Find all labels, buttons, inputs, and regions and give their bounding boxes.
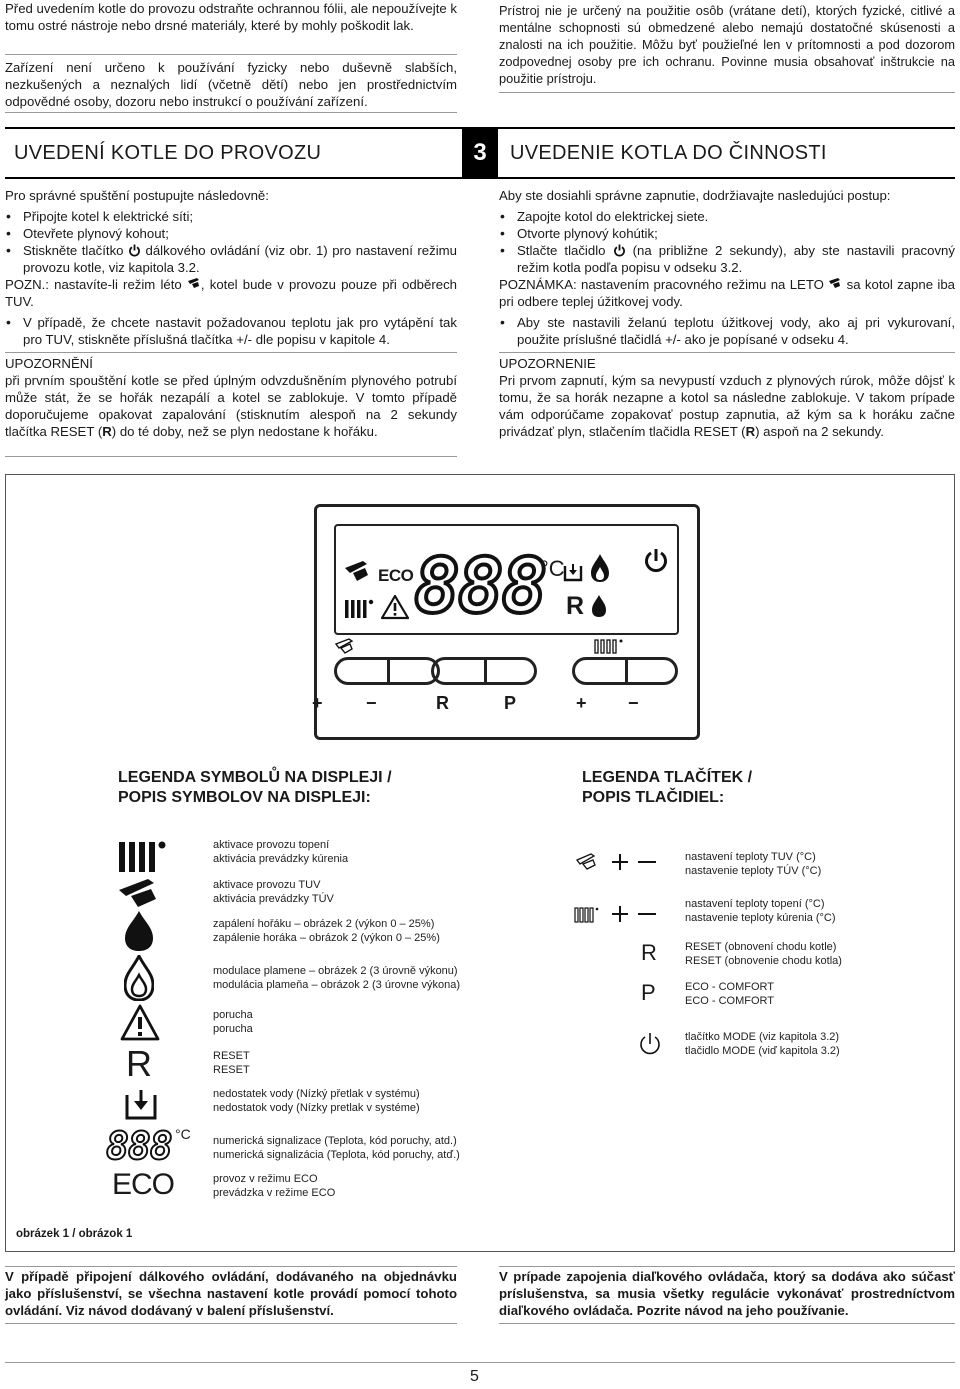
sk-intro: Aby ste dosiahli správne zapnutie, dodržiavajte nasledujúci postup:: [499, 188, 891, 203]
reset-icon: R: [745, 424, 756, 439]
legend-item-heating-temp: nastavení teploty topení (°C) nastavenie teploty kúrenia (°C): [685, 898, 836, 924]
tap-icon: [187, 276, 201, 288]
divider: [5, 352, 457, 353]
flame-modulation-icon: [124, 955, 154, 1001]
cz-step-3a: Stiskněte tlačítko: [23, 243, 124, 258]
divider: [499, 352, 955, 353]
legend-item-eco-comfort: ECO - COMFORT ECO - COMFORT: [685, 981, 775, 1007]
tap-small-icon: [335, 638, 355, 654]
power-icon: [638, 1032, 662, 1056]
tap-icon: [118, 878, 158, 908]
cz-step-4: • V případě, že chcete nastavit požadovanou teplotu jak pro vytápění tak pro TUV, stiskněte příslušná tlačítka +/- dle popisu v kapitole 4.: [5, 314, 457, 348]
flame-icon: [591, 594, 607, 618]
section-number: 3: [462, 128, 498, 178]
legend-item-mode: tlačítko MODE (viz kapitola 3.2) tlačidlo MODE (viď kapitola 3.2): [685, 1031, 840, 1057]
legend-item-reset: RESET RESET: [213, 1050, 250, 1076]
sk-warning-title: UPOZORNENIE: [499, 356, 596, 371]
heating-minus-button[interactable]: −: [628, 693, 639, 713]
water-shortage-icon: [124, 1085, 158, 1121]
sk-step-3a: Stlačte tlačidlo: [517, 243, 606, 258]
cz-step-1: • Připojte kotel k elektrické síti;: [5, 208, 457, 225]
legend-buttons-title-1: LEGENDA TLAČÍTEK /: [582, 769, 753, 786]
tap-icon: [828, 276, 842, 288]
sk-warning-a: Pri prvom zapnutí, kým sa nevypustí vzduch z plynových rúrok, môže dôjsť k tomu, že sa horák nezapne a kotol sa následne zablokuje. V takom prípade vám odporúčame zopakovať postup zapnutia, až kým sa k horáku začne privádzať plyn, stlačením tlačidla RESET (: [499, 373, 955, 439]
reset-button[interactable]: R: [436, 693, 449, 713]
cz-step-2: • Otevřete plynový kohout;: [5, 225, 457, 242]
legend-buttons-title-2: POPIS TLAČIDIEL:: [582, 789, 725, 806]
cz-warning-a: při prvním spouštění kotle se před úplným odvzdušněním plynového potrubí může stát, že se hořák nezapálí a kotel se zablokuje. V tomto případě doporučujeme opakovat zapalování (stisknutím alespoň na 2 sekundy tlačítka RESET (: [5, 373, 457, 439]
legend-item-digits: numerická signalizace (Teplota, kód poruchy, atd.) numerická signalizácia (Teplota, kód poruchy, atď.): [213, 1135, 460, 1161]
divider: [5, 456, 457, 457]
sk-note-a: POZNÁMKA: nastavením pracovného režimu na LETO: [499, 277, 824, 292]
sk-note: [499, 276, 955, 310]
legend-item-flame: zapálení hořáku – obrázek 2 (výkon 0 – 25%) zapálenie horáka – obrázok 2 (výkon 0 – 25%): [213, 918, 440, 944]
sk-note-b: sa kotol zapne iba pri odbere teplej úžitkovej vody.: [499, 277, 956, 309]
reset-icon: R: [126, 1043, 152, 1084]
reset-button-icon: R: [641, 940, 657, 965]
legend-symbols-title-1: LEGENDA SYMBOLŮ NA DISPLEJI /: [118, 769, 392, 786]
divider: [499, 1266, 955, 1267]
sk-step-3: [499, 242, 955, 276]
legend-buttons-title: [582, 768, 752, 808]
cz-remote-control-note: V případě připojení dálkového ovládání, dodávaného na objednávku jako příslušenství, se všechna nastavení kotle provádí pomocí tohoto ovládání. Viz návod dodávaný v balení příslušenství.: [5, 1269, 457, 1318]
sk-warning-b: ) aspoň na 2 sekundy.: [755, 424, 884, 439]
sk-step-3b: (na približne 2 sekundy), aby ste nastavili pracovný režim kotla podľa popisu v odseku 3.2.: [517, 243, 955, 275]
eco-icon: ECO: [112, 1168, 175, 1201]
sk-section-title: UVEDENIE KOTLA DO ČINNOSTI: [510, 142, 827, 164]
divider: [5, 1323, 457, 1324]
reset-indicator: R: [566, 592, 585, 620]
radiator-icon: [344, 597, 374, 619]
digits-unit: °C: [175, 1126, 191, 1142]
page-number: 5: [470, 1368, 479, 1385]
dhw-plus-button[interactable]: +: [312, 693, 323, 713]
cz-warning-title: UPOZORNĚNÍ: [5, 356, 93, 371]
dhw-minus-button[interactable]: −: [366, 693, 377, 713]
heating-plus-minus-icon: [574, 904, 658, 924]
cz-note: [5, 276, 457, 310]
radiator-small-icon: [594, 638, 624, 654]
flame-icon: [124, 910, 154, 952]
tap-icon: [344, 560, 370, 582]
cz-note-a: POZN.: nastavíte-li režim léto: [5, 277, 182, 292]
sk-safety-paragraph: Prístroj nie je určený na použitie osôb (vrátane detí), ktorých fyzické, citlivé a mentálne schopnosti sú obmedzené alebo nemajú dostatočné skúsenosti a znalosti na ich použitie. Môžu byť použieľné len v prítomnosti a pod dozorom zodpovednej osoby pre ich ochranu. Povinne musia obsahovať inštrukcie na použitie prístroju.: [499, 3, 955, 86]
sk-instructions: [499, 187, 955, 440]
eco-comfort-button[interactable]: P: [504, 693, 517, 713]
divider: [5, 112, 457, 113]
cz-warning-b: ) do té doby, než se plyn nedostane k hořáku.: [111, 424, 378, 439]
cz-safety-paragraph: Zařízení není určeno k používání fyzicky nebo duševně slabších, nezkušených a neznalých lidí (včetně dětí) nebo jen prostřednictvím odpovědné osoby, dozoru nebo instrukcí o používání zařízení.: [5, 60, 457, 109]
power-icon: [128, 244, 141, 257]
cz-step-3b: dálkového ovládání (viz obr. 1) pro nastavení režimu provozu kotle, viz kapitola 3.2.: [23, 243, 457, 275]
sk-warning-text: [499, 372, 955, 440]
divider: [499, 1323, 955, 1324]
dhw-plus-minus-icon: [576, 852, 658, 872]
legend-item-flame-modulation: modulace plamene – obrázek 2 (3 úrovně výkonu) modulácia plameňa – obrázok 2 (3 úrovne výkona): [213, 965, 461, 991]
legend-symbols-title-2: POPIS SYMBOLOV NA DISPLEJI:: [118, 789, 371, 806]
heating-plus-button[interactable]: +: [576, 693, 587, 713]
cz-instructions: [5, 187, 457, 440]
section-bottom-rule: [5, 177, 955, 179]
sk-remote-control-note: V prípade zapojenia diaľkového ovládača, ktorý sa dodáva ako súčasť príslušenstva, sa musia všetky regulácie vykonávať prostredníctvom diaľkového ovládača. Pozrite návod na jeho používanie.: [499, 1269, 955, 1318]
legend-item-radiator: aktivace provozu topení aktivácia prevádzky kúrenia: [213, 839, 349, 865]
legend-item-dhw-temp: nastavení teploty TUV (°C) nastavenie teploty TÚV (°C): [685, 851, 822, 877]
radiator-icon: [118, 838, 168, 874]
digits-icon: 888: [106, 1124, 172, 1168]
legend-item-tap: aktivace provozu TUV aktivácia prevádzky TÚV: [213, 879, 334, 905]
page-footer-rule: [5, 1362, 955, 1363]
flame-modulation-icon: [590, 553, 610, 583]
p-button-icon: P: [641, 980, 656, 1005]
cz-intro-paragraph: Před uvedením kotle do provozu odstraňte ochrannou fólii, ale nepoužívejte k tomu ostré nástroje nebo drsné materiály, které by mohly poškodit lak.: [5, 1, 457, 33]
legend-item-warning: porucha porucha: [213, 1009, 253, 1035]
power-icon: [613, 244, 626, 257]
reset-eco-buttons[interactable]: [431, 657, 537, 685]
warning-icon: [381, 594, 409, 620]
legend-item-water-shortage: nedostatek vody (Nízký přetlak v systému) nedostatok vody (Nízky pretlak v systéme): [213, 1088, 420, 1114]
legend-symbols-title: [118, 768, 392, 808]
sk-step-4: • Aby ste nastavili želanú teplotu úžitkovej vody, ako aj pri vykurovaní, použite príslušné tlačidlá +/- ako je popísané v odseku 4.: [499, 314, 955, 348]
divider: [499, 92, 955, 93]
eco-indicator: ECO: [378, 566, 414, 585]
power-button[interactable]: [643, 548, 669, 574]
warning-icon: [120, 1004, 160, 1042]
cz-note-b: , kotel bude v provozu pouze při odběrech TUV.: [5, 277, 458, 309]
cz-intro: Pro správné spuštění postupujte následovně:: [5, 188, 269, 203]
sk-step-1: • Zapojte kotol do elektrickej siete.: [499, 208, 955, 225]
lcd-digits: 888: [414, 541, 546, 630]
cz-section-title: UVEDENÍ KOTLE DO PROVOZU: [14, 142, 322, 164]
divider: [5, 54, 457, 55]
legend-item-eco: provoz v režimu ECO prevádzka v režime ECO: [213, 1173, 336, 1199]
water-shortage-icon: [563, 560, 583, 582]
divider: [5, 1266, 457, 1267]
sk-step-2: • Otvorte plynový kohútik;: [499, 225, 955, 242]
cz-step-3: [5, 242, 457, 276]
reset-icon: R: [102, 424, 112, 439]
dhw-temperature-buttons[interactable]: [334, 657, 440, 685]
figure-caption: obrázek 1 / obrázok 1: [16, 1228, 133, 1240]
legend-item-reset-button: RESET (obnovení chodu kotle) RESET (obnovenie chodu kotla): [685, 941, 842, 967]
cz-warning-text: [5, 372, 457, 440]
heating-temperature-buttons[interactable]: [572, 657, 678, 685]
celsius-unit: °C: [540, 556, 565, 581]
